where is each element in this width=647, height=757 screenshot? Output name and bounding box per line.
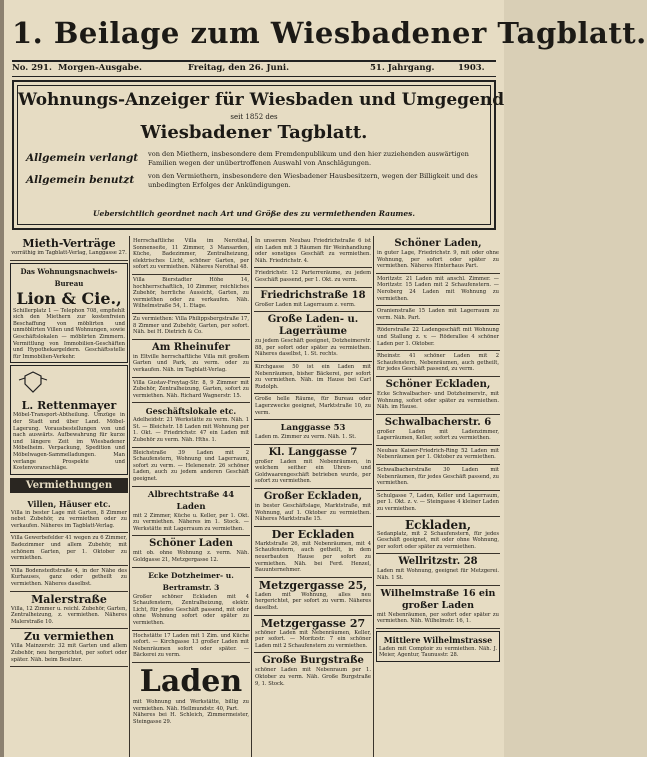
listing-text: großer Laden mit Nebenräumen, in welchem seither ein Uhren- und Goldwaarengeschäft betrieben wurde, per sofort zu vermiethen. (255, 458, 371, 485)
listing-block (10, 592, 128, 630)
issue-date: Freitag, den 26. Juni. (188, 63, 290, 73)
housing-ad-row-text: von den Miethern, insbesondere dem Fremdenpublikum und den hier zuziehenden auswärtigen Familien wegen der unübertroffenen Auswahl von Anschlägungen. (148, 150, 469, 167)
listing-text: Moritzstr. 21 Laden mit anschl. Zimmer. — Moritzstr. 15 Laden mit 2 Schaufenstern. — Neroberg 24 Laden mit Wohnung zu vermiethen. (377, 275, 499, 302)
listing-block (254, 489, 372, 527)
listing-text: In unserem Neubau Friedrichstraße 6 ist ein Laden mit 3 Räumen für Weinhandlung oder sonstiges Geschäft zu vermiethen. Näh. Friedrichstr. 4. (255, 238, 371, 264)
listing-block (376, 586, 500, 629)
listing-block (254, 420, 372, 445)
listing-block (376, 491, 500, 517)
listing-block (10, 533, 128, 565)
housing-ad-since: seit 1852 des (230, 113, 278, 121)
listing-heading: Mittlere Wilhelmstrasse (383, 634, 493, 645)
housing-ad-row-heading: Allgemein verlangt (26, 152, 139, 164)
listing-heading: Schwalbacherstr. 6 (384, 416, 492, 428)
listing-block (10, 236, 128, 261)
listing-heading-large: Laden (139, 663, 243, 699)
housing-ad-title: Wohnungs-Anzeiger für Wiesbaden und Umgegend (18, 90, 505, 110)
transport-ad (10, 365, 128, 474)
listing-block (254, 312, 372, 362)
transport-ad-text: Möbel-Transport-Abtheilung. Umzüge in der Stadt und über Land. Möbel-Lagerung. Vorausbestellungen von und nach auswärts. Aufbewahrung für kurze und längere Zeit im Wiesbadener Möbelheim. Verpackung, Spedition und Möbelwagen-Sammelladungen. Man verlange Prospekte und Kostenvoranschläge. (13, 412, 125, 472)
listing-text: Ecke Schwalbacher- und Dotzheimerstr., mit Wohnung, sofort oder später zu vermiethen. Näh. im Hause. (377, 390, 499, 411)
section-heading: Mieth-Verträge (22, 237, 116, 250)
listing-heading: Wilhelmstraße 16 ein großer Laden (380, 587, 496, 611)
listing-block (254, 616, 372, 654)
listing-block (254, 288, 372, 313)
listing-text: Villa in bester Lage mit Garten, 8 Zimmer nebst Zubehör, zu vermiethen oder zu verkaufen. Näheres im Tagblatt-Verlag. (11, 509, 127, 529)
housing-ad-paper-name: Wiesbadener Tagblatt. (140, 122, 368, 143)
listing-text: Schwalbacherstraße 30 Laden mit Nebenräumen, für jedes Geschäft passend, zu vermiethen. (377, 467, 499, 487)
bureau-ad-heading: Das Wohnungsnachweis-Bureau (20, 266, 118, 288)
listing-block (376, 465, 500, 491)
column-rule (129, 236, 130, 757)
column-4 (376, 236, 500, 757)
listing-text: Sedanplatz, mit 2 Schaufenstern, für jedes Geschäft geeignet, mit oder ohne Wohnung, per sofort oder später zu vermiethen. (377, 530, 499, 550)
listing-block (132, 663, 250, 728)
listing-block (376, 274, 500, 306)
housing-ad-rows (26, 150, 486, 194)
listing-text: Bleichstraße 39 Laden mit 2 Schaufenstern, Wohnung und Lagerraum, sofort zu verm. — Helenenstr. 26 schöner Laden, auch zu jedem anderen Geschäft geeignet. (133, 449, 249, 483)
listing-text: Näheres bei H. Schleich, Zimmermeister, Steingasse 29. (133, 712, 249, 725)
listing-heading: Schöner Eckladen, (385, 378, 491, 390)
housing-ad-row (26, 172, 486, 192)
issue-number: No. 291. (12, 63, 52, 73)
listing-heading: Langgasse 53 (280, 423, 346, 434)
section-heading: Villen, Häuser etc. (27, 498, 111, 509)
listing-heading: Metzgergasse 27 (260, 616, 366, 630)
listing-text: Laden mit Wohnung, geeignet für Metzgerei. Näh. 1 St. (377, 568, 499, 581)
listing-text: Laden mit Comptoir zu vermiethen. Näh. J. Meier, Agentur, Taunusstr. 28. (379, 645, 497, 659)
listing-text: Großer Laden mit Lagerraum z. verm. (255, 301, 356, 308)
listing-heading: Friedrichstraße 18 (260, 289, 366, 301)
listing-heading: Schöner Laden (149, 538, 233, 550)
masthead (12, 6, 647, 60)
listing-block (132, 568, 250, 631)
listing-text: Villa Gustav-Freytag-Str. 8, 9 Zimmer mit Zubehör, Zentralheizung, Garten, sofort zu vermiethen. Näh. Richard Wagnerstr. 15. (133, 379, 249, 399)
listing-text: Villa Bodenstedtstraße 4, in der Nähe des Kurhauses, ganz oder getheilt zu vermiethen. Näheres daselbst. (11, 567, 127, 588)
column-2 (132, 236, 250, 757)
newspaper-page (4, 0, 647, 757)
housing-ad-footer: Uebersichtlich geordnet nach Art und Größe des zu vermiethenden Raumes. (93, 209, 415, 218)
listing-heading: Ecke Dotzheimer- u. Bertramstr. 3 (148, 570, 234, 592)
listing-heading: Große Laden- u. Lagerräume (267, 314, 359, 338)
listing-block (132, 314, 250, 340)
listing-text: schöner Laden mit Nebenraum per 1. Oktober zu verm. Näh. Große Burgstraße 9, 1. Stock. (255, 667, 371, 687)
listing-text: in bester Geschäftslage, Marktstraße, mit Wohnung, auf 1. Oktober zu vermiethen. Näheres Marktstraße 15. (255, 503, 371, 523)
housing-ad-inner (17, 85, 505, 225)
listing-block (254, 527, 372, 578)
listing-text: Marktstraße 26, mit Nebenräumen, mit 4 Schaufenstern, auch getheilt, in dem neuerbauten Hause per sofort zu vermiethen. Näh. bei Ferd. Henzel, Bauunternehmer. (255, 540, 371, 574)
column-3 (254, 236, 372, 757)
listing-text: vorräthig im Tagblatt-Verlag, Langgasse 27. (11, 250, 127, 256)
listing-text: Kirchgasse 50 ist ein Laden mit Nebenräumen, bisher Bäckerei, per sofort zu vermiethen. Näh. im Hause bei Carl Rudolph. (255, 363, 371, 390)
issue-info-bar (12, 60, 496, 77)
listing-block (254, 268, 372, 287)
housing-ad-row-heading: Allgemein benutzt (26, 174, 135, 186)
listing-block (10, 566, 128, 592)
listing-text: Neubau Kaiser-Friedrich-Ring 52 Laden mit Nebenräumen per 1. Oktober zu vermiethen. (377, 447, 499, 461)
bureau-ad (10, 263, 128, 364)
listing-heading: Am Rheinufer (151, 341, 231, 353)
listing-block (376, 325, 500, 351)
listing-text: mit 2 Zimmer, Küche u. Keller, per 1. Okt. zu vermiethen. Näheres im 1. Stock. — Werkstätte mit Lagerraum zu vermiethen. (133, 512, 249, 532)
listing-heading: Zu vermiethen (24, 630, 114, 644)
listing-block (132, 275, 250, 314)
listing-block (376, 236, 500, 274)
housing-ad-row (26, 150, 486, 170)
listing-block (376, 415, 500, 446)
listing-heading: Metzgergasse 25, (258, 578, 368, 592)
listing-text: Villa Gewerbefelder 41 wegen zu 6 Zimmer, Badezimmer und allem Zubehör, mit schönem Garten, per 1. Oktober zu vermiethen. (11, 535, 127, 562)
listing-text: Laden mit Wohnung, alles neu hergerichtet, per sofort zu verm. Näheres daselbst. (255, 591, 371, 611)
listing-heading: Malerstraße (31, 592, 107, 606)
listing-text: Herrschaftliche Villa im Nerothal, Sonnenseite, 11 Zimmer, 3 Mansarden, Küche, Badezimmer, Zentralheizung, elektrisches Licht, schöner Garten, per sofort zu vermiethen. Näheres Nerothal 48. (133, 238, 249, 271)
listing-text: Zu vermiethen: Villa Philippsbergstraße 17, 8 Zimmer und Zubehör, Garten, per sofort. Näh. bei H. Dietrich & Co. (133, 315, 249, 336)
listing-text: Villa Mainzerstr. 32 mit Garten und allem Zubehör, neu hergerichtet, per sofort oder später. Näh. beim Besitzer. (11, 643, 127, 663)
listing-text: in Eltville herrschaftliche Villa mit großem Garten und Park, zu verm. oder zu verkaufen. Näh. im Tagblatt-Verlag. (133, 353, 249, 373)
listing-block (132, 448, 250, 487)
listing-block (132, 378, 250, 404)
listing-text: in guter Lage, Friedrichstr. 9, mit oder ohne Wohnung, per sofort oder später zu vermiethen. Näheres Hinterhaus Part. (377, 250, 499, 270)
listing-text: großer Laden mit Ladenzimmer, Lagerräumen, Keller, sofort zu vermiethen. (377, 428, 499, 442)
listing-block (254, 653, 372, 690)
page-edge (0, 0, 4, 757)
listing-text: Adelheidstr. 21 Werkstätte zu verm. Näh. 1 St. — Bleichstr. 18 Laden mit Wohnung per 1. Okt. — Friedrichstr. 47 ein Laden mit Zubehör zu verm. Näh. Hths. 1. (133, 417, 249, 444)
column-rule (373, 236, 374, 757)
listing-text: Großer schöner Eckladen mit 4 Schaufenstern, Zentralheizung, elektr. Licht, für jedes Geschäft passend, mit oder ohne Wohnung sofort oder später zu vermiethen. (133, 593, 249, 626)
listing-text: zu jedem Geschäft geeignet, Dotzheimerstr. 88, per sofort oder später zu vermiethen. Näheres daselbst, 1. St. rechts. (255, 338, 371, 358)
listing-block (376, 517, 500, 555)
listing-block (376, 306, 500, 325)
listing-block (132, 536, 250, 567)
listing-text: mit ob. ohne Wohnung z. verm. Näh. Goldgasse 21, Metzgergasse 12. (133, 550, 249, 563)
listing-heading: Große Burgstraße (262, 655, 364, 667)
boxed-listing (376, 631, 500, 662)
listing-block (254, 236, 372, 268)
listing-block (132, 340, 250, 378)
masthead-title: 1. Beilage zum Wiesbadener Tagblatt. (12, 16, 647, 50)
listing-heading: Der Eckladen (271, 527, 355, 541)
section-banner: Vermiethungen (10, 478, 128, 493)
listing-block (376, 377, 500, 415)
listing-block (254, 362, 372, 394)
transport-ad-heading: L. Rettenmayer (21, 399, 117, 413)
issue-volume: 51. Jahrgang. (370, 63, 435, 73)
listing-heading: Albrechtstraße 44 Laden (147, 489, 235, 512)
listing-block (254, 394, 372, 420)
listing-block (254, 445, 372, 489)
listing-text: Schulgasse 7, Laden, Keller und Lagerraum, per 1. Okt. z. v. — Steingasse 4 kleiner Laden zu vermiethen. (377, 492, 499, 513)
section-heading: Geschäftslokale etc. (145, 406, 237, 417)
listing-block (254, 578, 372, 616)
listing-text: Laden m. Zimmer zu verm. Näh. 1. St. (255, 434, 357, 441)
listing-block (376, 351, 500, 377)
listing-block (10, 496, 128, 534)
listing-text: Röderstraße 22 Ladengeschäft mit Wohnung und Stallung z. v. — Röderallee 4 schöner Laden per 1. Oktober. (377, 327, 499, 347)
listing-text: Rheinstr. 41 schöner Laden mit 2 Schaufenstern, Nebenräumen, auch getheilt, für jedes Geschäft passend, zu verm. (377, 353, 499, 373)
listing-block (376, 554, 500, 585)
housing-ad-box (12, 80, 505, 230)
housing-ad-row-text: von den Vermiethern, insbesondere den Wiesbadener Hausbesitzern, wegen der Billigkeit und des unbedingten Erfolges der Ankündigungen. (148, 172, 478, 189)
listing-text: mit Wohnung und Werkstätte, billig zu vermiethen. Näh. Hellmundstr. 40, Part. (133, 698, 249, 712)
listing-block (376, 446, 500, 465)
listing-text: Hochstätte 17 Laden mit 1 Zim. und Küche sofort. — Kirchgasse 13 großer Laden mit Nebenräumen sofort oder später. — Bäckerei zu verm. (133, 632, 249, 659)
issue-year: 1903. (458, 63, 485, 73)
listing-text: Oranienstraße 15 Laden mit Lagerraum zu verm. Näh. Part. (377, 308, 499, 321)
bureau-ad-logo: Lion & Cie., (16, 288, 122, 308)
crest-icon (13, 370, 53, 394)
listing-text: mit Nebenräumen, per sofort oder später zu vermiethen. Näh. Wilhelmstr. 16, 1. (377, 611, 499, 625)
listing-heading: Großer Eckladen, (263, 491, 363, 503)
listing-heading: Wellritzstr. 28 (398, 556, 478, 568)
listing-heading: Schöner Laden, (394, 238, 482, 249)
column-1 (10, 236, 128, 757)
bureau-ad-text: Schillerplatz 1 — Telephon 708, empfiehlt sich den Miethern zur kostenfreien Beschaffung von möblirten und unmöblirten Villen und Wohnungen, sowie Geschäftslokalen — möblirten Zimmern. Vermittlung von Immobilien-Geschäften und Hypothekargeldern. Geschäftsstelle für Immobilien-Verkehr. (13, 307, 125, 360)
listing-heading: Eckladen, (404, 517, 472, 532)
issue-edition: Morgen-Ausgabe. (58, 63, 142, 73)
listing-block (132, 403, 250, 447)
listing-block (132, 631, 250, 663)
listing-text: schöner Laden mit Nebenräumen, Keller, per sofort. — Moritzstr. 7 ein schöner Laden mit 2 Schaufenstern zu vermiethen. (255, 629, 371, 649)
listing-text: Friedrichstr. 12 Parterreräume, zu jedem Geschäft passend, per 1. Okt. zu verm. (255, 270, 371, 283)
listing-block (10, 629, 128, 667)
listing-text: Große helle Räume, für Bureau oder Lagerzwecke geeignet, Marktstraße 10, zu verm. (255, 396, 371, 416)
column-rule (251, 236, 252, 757)
listing-text: Villa, 12 Zimmer u. reichl. Zubehör, Garten, Zentralheizung, z. vermiethen. Näheres Malerstraße 10. (11, 605, 127, 625)
listing-block (132, 487, 250, 537)
listing-heading: Kl. Langgasse 7 (268, 446, 358, 458)
listing-block (132, 236, 250, 275)
listing-text: Villa Bierstadter Höhe 14, hochherrschaftlich, 10 Zimmer, reichliches Zubehör, herrliche Aussicht, Garten, zu vermiethen oder zu verkaufen. Näh. Wilhelmstraße 54, 1. Etage. (133, 276, 249, 310)
